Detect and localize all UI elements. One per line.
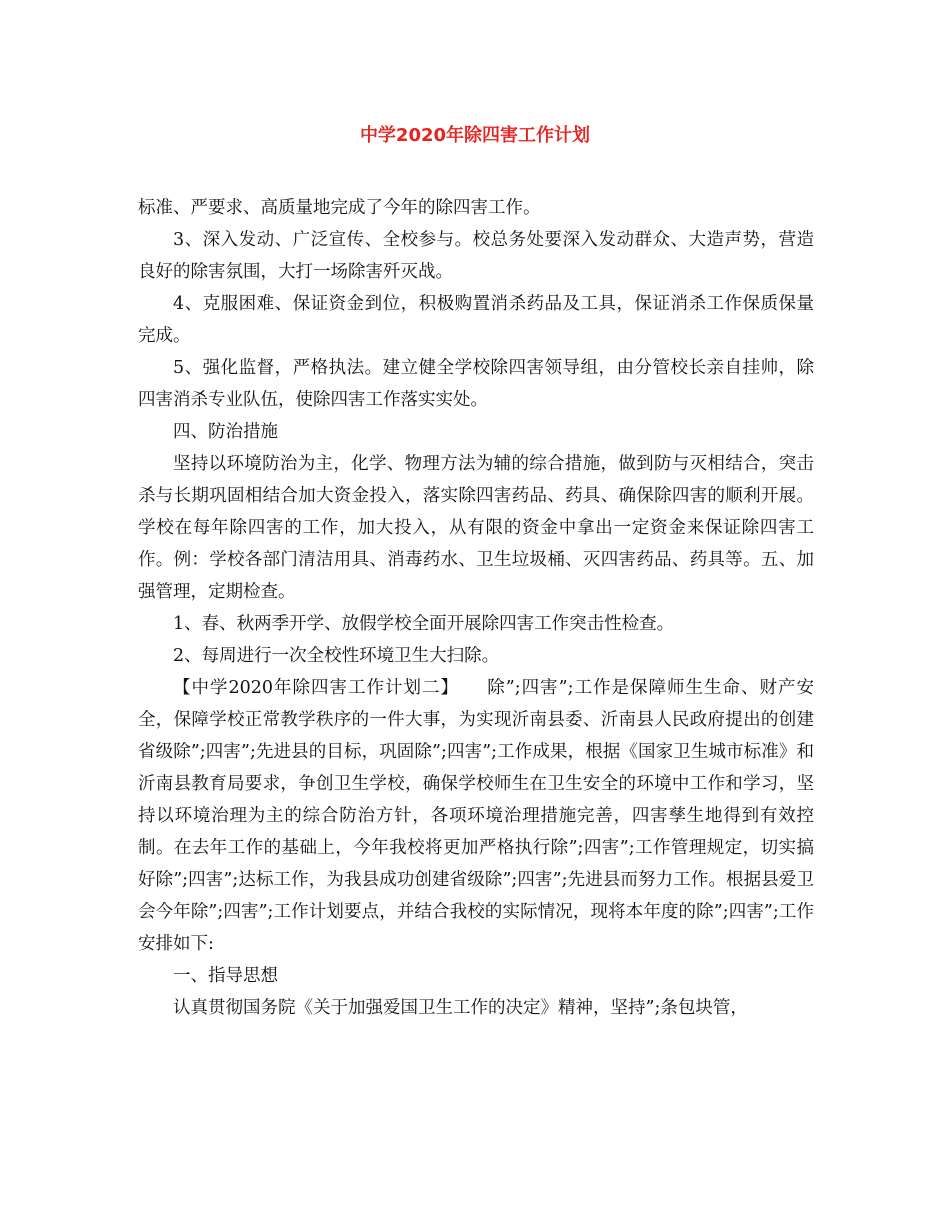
paragraph: 5、强化监督，严格执法。建立健全学校除四害领导组，由分管校长亲自挂帅，除四害消杀专业队伍，使除四害工作落实实处。 xyxy=(138,358,814,410)
paragraph: 【中学2020年除四害工作计划二】 除”;四害”;工作是保障师生生命、财产安全，保障学校正常教学秩序的一件大事，为实现沂南县委、沂南县人民政府提出的创建省级除”;四害”;先进县的目标，巩固除”;四害”;工作成果，根据《国家卫生城市标准》和沂南县教育局要求，争创卫生学校，确保学校师生在卫生安全的环境中工作和学习，坚持以环境治理为主的综合防治方针，各项环境治理措施完善，四害孳生地得到有效控制。在去年工作的基础上，今年我校将更加严格执行除”;四害”;工作管理规定，切实搞好除”;四害”;达标工作，为我县成功创建省级除”;四害”;先进县而努力工作。根据县爱卫会今年除”;四害”;工作计划要点，并结合我校的实际情况，现将本年度的除”;四害”;工作安排如下: xyxy=(138,678,814,954)
paragraph: 3、深入发动、广泛宣传、全校参与。校总务处要深入发动群众、大造声势，营造良好的除害氛围，大打一场除害歼灭战。 xyxy=(138,230,814,282)
paragraph: 4、克服困难、保证资金到位，积极购置消杀药品及工具，保证消杀工作保质保量完成。 xyxy=(138,294,814,346)
section-heading: 四、防治措施 xyxy=(173,422,278,442)
section-heading: 一、指导思想 xyxy=(173,966,278,986)
paragraph: 坚持以环境防治为主，化学、物理方法为辅的综合措施，做到防与灭相结合，突击杀与长期巩固相结合加大资金投入，落实除四害药品、药具、确保除四害的顺利开展。学校在每年除四害的工作，加大投入，从有限的资金中拿出一定资金来保证除四害工作。例：学校各部门清洁用具、消毒药水、卫生垃圾桶、灭四害药品、药具等。五、加强管理，定期检查。 xyxy=(138,454,814,602)
paragraph: 标准、严要求、高质量地完成了今年的除四害工作。 xyxy=(138,198,541,218)
document-body xyxy=(138,192,814,1024)
paragraph: 认真贯彻国务院《关于加强爱国卫生工作的决定》精神，坚持”;条包块管， xyxy=(173,998,748,1018)
paragraph: 2、每周进行一次全校性环境卫生大扫除。 xyxy=(173,646,500,666)
paragraph: 1、春、秋两季开学、放假学校全面开展除四害工作突击性检查。 xyxy=(173,614,675,634)
document-title: 中学2020年除四害工作计划 xyxy=(359,125,591,146)
